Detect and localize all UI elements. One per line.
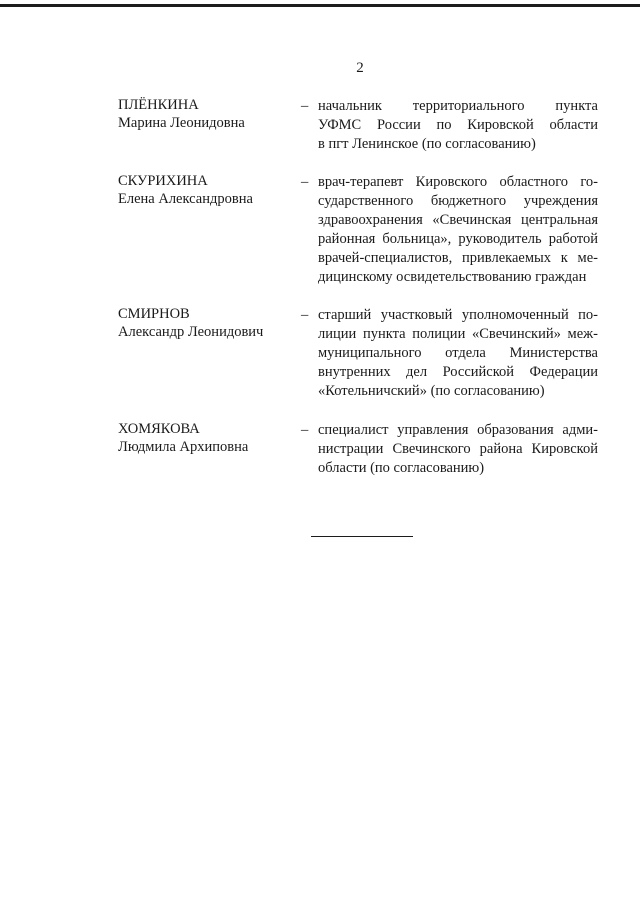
role-line: внутренних дел Российской Федерации (318, 364, 598, 380)
member-name (118, 306, 263, 341)
member-role (318, 97, 598, 154)
member-given-names: Александр Леонидович (118, 323, 264, 340)
separator-dash: – (301, 98, 309, 114)
role-line: сударственного бюджетного учреждения (318, 193, 598, 209)
member-surname: СМИРНОВ (118, 306, 190, 322)
member-role (318, 173, 598, 287)
role-line: лиции пункта полиции «Свечинский» меж- (318, 326, 598, 342)
member-surname: СКУРИХИНА (118, 173, 208, 189)
member-surname: ПЛЁНКИНА (118, 97, 199, 113)
role-line: врачей-специалистов, привлекаемых к ме- (318, 250, 598, 266)
separator-dash: – (301, 174, 309, 190)
member-given-names: Людмила Архиповна (118, 438, 249, 455)
member-role (318, 421, 598, 478)
member-given-names: Марина Леонидовна (118, 114, 245, 131)
role-line: районная больница», руководитель работой (318, 231, 598, 247)
separator-dash: – (301, 422, 309, 438)
role-line: врач-терапевт Кировского областного го- (318, 174, 598, 190)
member-name (118, 421, 248, 456)
role-line: специалист управления образования адми- (318, 422, 598, 438)
role-line: в пгт Ленинское (по согласованию) (318, 136, 536, 152)
role-line: «Котельничский» (по согласованию) (318, 383, 545, 399)
member-surname: ХОМЯКОВА (118, 421, 200, 437)
role-line: УФМС России по Кировской области (318, 117, 598, 133)
separator-dash: – (301, 307, 309, 323)
member-role (318, 306, 598, 401)
role-line: здравоохранения «Свечинская центральная (318, 212, 598, 228)
member-name (118, 97, 245, 132)
role-line: начальник территориального пункта (318, 98, 598, 114)
end-of-list-rule (311, 536, 413, 537)
role-line: области (по согласованию) (318, 460, 485, 476)
page-top-border (0, 4, 640, 7)
page-number: 2 (356, 60, 364, 76)
member-name (118, 173, 253, 208)
member-given-names: Елена Александровна (118, 190, 253, 207)
role-line: нистрации Свечинского района Кировской (318, 441, 598, 457)
role-line: старший участковый уполномоченный по- (318, 307, 598, 323)
role-line: дицинскому освидетельствованию граждан (318, 269, 587, 285)
role-line: муниципального отдела Министерства (318, 345, 598, 361)
